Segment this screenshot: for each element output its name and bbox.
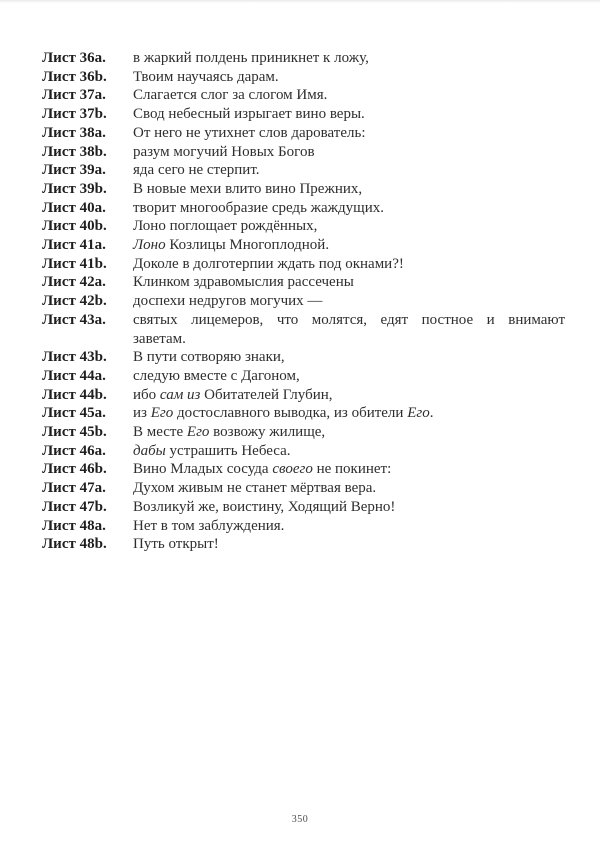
verse-line: Лоно Козлицы Многоплодной.: [133, 237, 330, 254]
page-top-edge: [0, 0, 600, 3]
verse-text: [133, 255, 565, 274]
verse-line: доспехи недругов могучих —: [133, 293, 323, 310]
entry-row: [42, 498, 565, 517]
verse-line: ибо сам из Обитателей Глубин,: [133, 386, 333, 403]
leaf-label: Лист 40a.: [42, 199, 106, 216]
verse-text: [133, 386, 565, 405]
verse-line: яда сего не стерпит.: [133, 162, 260, 179]
verse-line: Путь открыт!: [133, 536, 219, 553]
verse-line: Лоно поглощает рождённых,: [133, 218, 318, 235]
entry-row: [42, 311, 565, 348]
leaf-label: Лист 42b.: [42, 293, 107, 310]
entry-row: [42, 236, 565, 255]
leaf-label: Лист 45b.: [42, 424, 107, 441]
entry-row: [42, 479, 565, 498]
entry-row: [42, 255, 565, 274]
leaf-label: Лист 38b.: [42, 143, 107, 160]
leaf-label: Лист 45a.: [42, 405, 106, 422]
entry-row: [42, 292, 565, 311]
entry-row: [42, 423, 565, 442]
entry-row: [42, 386, 565, 405]
verse-line: из Его достославного выводка, из обители Его.: [133, 405, 434, 422]
leaf-label: Лист 41b.: [42, 255, 107, 272]
verse-text: [133, 517, 565, 536]
verse-line: Возликуй же, воистину, Ходящий Верно!: [133, 498, 396, 515]
entry-row: [42, 49, 565, 68]
verse-line: В пути сотворяю знаки,: [133, 349, 285, 366]
verse-text: [133, 479, 565, 498]
leaf-label: Лист 40b.: [42, 218, 107, 235]
verse-line: святых лицемеров, что молятся, едят постное и внимают: [133, 311, 565, 328]
verse-text: [133, 404, 565, 423]
entry-row: [42, 105, 565, 124]
entry-row: [42, 180, 565, 199]
verse-text: [133, 535, 565, 554]
leaf-label: Лист 46a.: [42, 442, 106, 459]
verse-text: [133, 236, 565, 255]
verse-line: Нет в том заблуждения.: [133, 517, 285, 534]
verse-line: В новые мехи влито вино Прежних,: [133, 180, 363, 197]
verse-text: [133, 423, 565, 442]
leaf-label: Лист 37b.: [42, 106, 107, 123]
verse-text: [133, 124, 565, 143]
verse-line: Свод небесный изрыгает вино веры.: [133, 106, 365, 123]
verse-text: [133, 180, 565, 199]
entry-row: [42, 217, 565, 236]
leaf-label: Лист 43b.: [42, 349, 107, 366]
entry-row: [42, 68, 565, 87]
verse-text: [133, 498, 565, 517]
leaf-label: Лист 36b.: [42, 68, 107, 85]
verse-text: [133, 86, 565, 105]
entry-row: [42, 86, 565, 105]
leaf-label: Лист 46b.: [42, 461, 107, 478]
leaf-label: Лист 37a.: [42, 87, 106, 104]
verse-line: творит многообразие средь жаждущих.: [133, 199, 385, 216]
verse-text: [133, 68, 565, 87]
entry-row: [42, 460, 565, 479]
verse-line: дабы устрашить Небеса.: [133, 442, 291, 459]
leaf-label: Лист 48a.: [42, 517, 106, 534]
verse-text: [133, 199, 565, 218]
verse-text: [133, 292, 565, 311]
verse-line: Клинком здравомыслия рассечены: [133, 274, 354, 291]
verse-text: [133, 161, 565, 180]
verse-text: [133, 49, 565, 68]
entry-row: [42, 199, 565, 218]
verse-text: [133, 217, 565, 236]
verse-line: Слагается слог за слогом Имя.: [133, 87, 328, 104]
entry-row: [42, 535, 565, 554]
entry-row: [42, 404, 565, 423]
verse-line: Духом живым не станет мёртвая вера.: [133, 480, 377, 497]
verse-line: разум могучий Новых Богов: [133, 143, 315, 160]
verse-line: В месте Его возвожу жилище,: [133, 424, 326, 441]
entry-row: [42, 348, 565, 367]
verse-line: в жаркий полдень приникнет к ложу,: [133, 50, 369, 66]
verse-line: Вино Младых сосуда своего не покинет:: [133, 461, 392, 478]
verse-line: заветам.: [133, 330, 186, 347]
leaf-label: Лист 38a.: [42, 124, 106, 141]
verse-line: Доколе в долготерпии ждать под окнами?!: [133, 255, 404, 272]
leaf-label: Лист 39a.: [42, 162, 106, 179]
leaf-label: Лист 39b.: [42, 180, 107, 197]
verse-text: [133, 442, 565, 461]
entry-row: [42, 143, 565, 162]
verse-text: [133, 460, 565, 479]
leaf-label: Лист 36a.: [42, 50, 106, 66]
leaf-label: Лист 44b.: [42, 386, 107, 403]
leaf-label: Лист 48b.: [42, 536, 107, 553]
entry-row: [42, 367, 565, 386]
verse-text: [133, 105, 565, 124]
page-number: 350: [291, 814, 309, 825]
verse-line: Твоим научаясь дарам.: [133, 68, 279, 85]
leaf-label: Лист 47a.: [42, 480, 106, 497]
verse-text: [133, 273, 565, 292]
leaf-label: Лист 41a.: [42, 237, 106, 254]
verse-text: [133, 348, 565, 367]
leaf-label: Лист 43a.: [42, 311, 106, 328]
entry-list: [42, 49, 565, 554]
entry-row: [42, 124, 565, 143]
verse-line: От него не утихнет слов дарователь:: [133, 124, 366, 141]
entry-row: [42, 161, 565, 180]
entry-row: [42, 517, 565, 536]
leaf-label: Лист 44a.: [42, 367, 106, 384]
entry-row: [42, 442, 565, 461]
leaf-label: Лист 42a.: [42, 274, 106, 291]
entry-row: [42, 273, 565, 292]
verse-text: [133, 367, 565, 386]
verse-line: следую вместе с Дагоном,: [133, 367, 300, 384]
verse-text: [133, 143, 565, 162]
verse-text: [133, 311, 565, 348]
leaf-label: Лист 47b.: [42, 498, 107, 515]
